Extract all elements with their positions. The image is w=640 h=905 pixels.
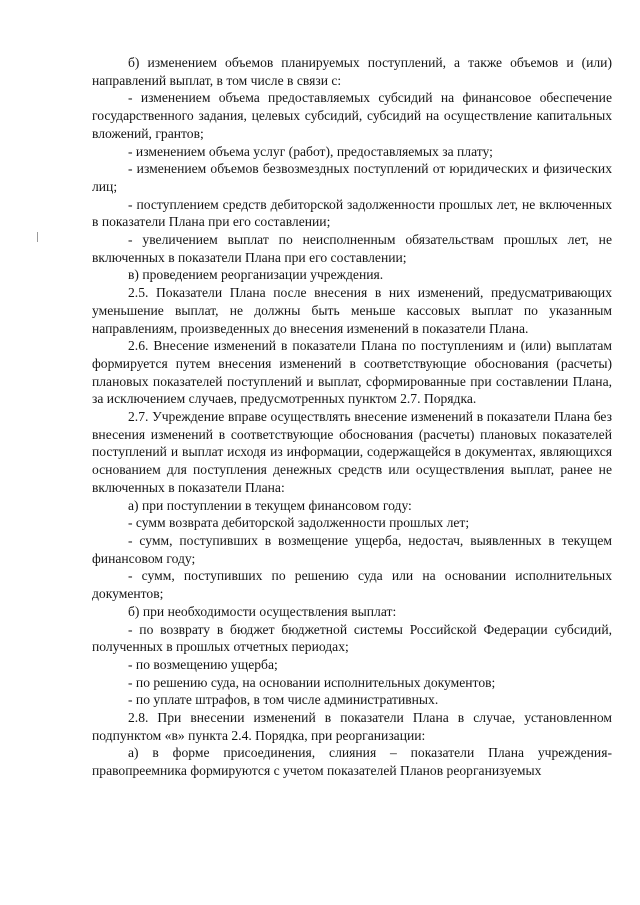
paragraph-v-reorganization: в) проведением реорганизации учреждения. [128,267,384,283]
section-2-8: 2.8. При внесении изменений в показатели Плана в случае, установленном подпунктом «в» пункта 2.4. Порядка, при реорганизации: [92,710,612,743]
paragraph-b-changes: б) изменением объемов планируемых поступлений, а также объемов и (или) направлений выплат, в том числе в связи с: [92,55,612,88]
list-item-budget-return: - по возврату в бюджет бюджетной системы Российской Федерации субсидий, полученных в прошлых отчетных периодах; [92,621,612,655]
list-item-paid-services: - изменением объема услуг (работ), предоставляемых за плату; [128,143,493,159]
list-item-receivables: - поступлением средств дебиторской задолженности прошлых лет, не включенных в показатели Плана при его составлении; [92,196,612,230]
section-2-6: 2.6. Внесение изменений в показатели Плана по поступлениям и (или) выплатам формируется путем внесения изменений в соответствующие обоснования (расчеты) плановых показателей поступлений и выплат, сформированные при составлении Плана, за исключением случаев, предусмотренных пунктом 2.7. Порядка. [92,338,612,407]
section-2-5: 2.5. Показатели Плана после внесения в них изменений, предусматривающих уменьшение выплат, не должны быть меньше кассовых выплат по указанным направлениям, произведенных до внесения изменений в показатели Плана. [92,285,612,336]
paragraph-a-receipts: а) при поступлении в текущем финансовом году: [128,497,412,513]
list-item-fines: - по уплате штрафов, в том числе административных. [128,692,439,708]
paragraph-a-merger: а) в форме присоединения, слияния – показатели Плана учреждения-правопреемника формируются с учетом показателей Планов реорганизуемых [92,745,612,779]
list-item-subsidies: - изменением объема предоставляемых субсидий на финансовое обеспечение государственного задания, целевых субсидий, субсидий на осуществление капитальных вложений, грантов; [92,90,612,141]
list-item-unfulfilled-obligations: - увеличением выплат по неисполненным обязательствам прошлых лет, не включенных в показатели Плана при его составлении; [92,232,612,265]
document-page [92,54,612,780]
list-item-court-documents: - по решению суда, на основании исполнительных документов; [128,674,496,690]
list-item-damage-reimbursement: - по возмещению ущерба; [128,656,278,672]
list-item-court-decision: - сумм, поступивших по решению суда или на основании исполнительных документов; [92,568,612,602]
section-2-7: 2.7. Учреждение вправе осуществлять внесение изменений в показатели Плана без внесения изменений в соответствующие обоснования (расчеты) плановых показателей поступлений и выплат исходя из информации, содержащейся в документах, являющихся основанием для поступления денежных средств или осуществления выплат, ранее не включенных в показатели Плана: [92,409,612,495]
margin-mark [37,232,38,242]
paragraph-b-payments: б) при необходимости осуществления выплат: [128,603,397,619]
list-item-gratuitous-receipts: - изменением объемов безвозмездных поступлений от юридических и физических лиц; [92,161,612,194]
list-item-receivables-return: - сумм возврата дебиторской задолженности прошлых лет; [128,515,470,531]
list-item-damage-compensation: - сумм, поступивших в возмещение ущерба, недостач, выявленных в текущем финансовом году; [92,532,612,566]
